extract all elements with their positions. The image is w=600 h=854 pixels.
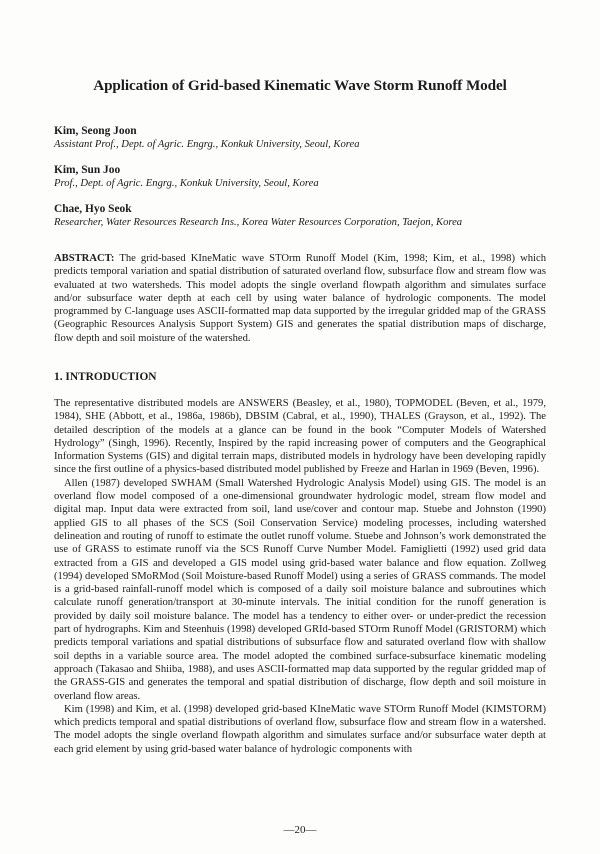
page-number: —20— [283,824,317,836]
abstract-label: ABSTRACT: [54,253,115,264]
paragraph: Kim (1998) and Kim, et al. (1998) developed grid-based KIneMatic wave STOrm Runoff Model (KIMSTORM) which predicts temporal and spatial distributions of overland flow, subsurface flow and stream flow in a watershed. The model adopts the single overland flowpath algorithm and simulates surface and/or subsurface water depth at each grid element by using grid-based water balance of hydrologic components with [54,703,546,755]
paper-title: Application of Grid-based Kinematic Wave Storm Runoff Model [93,77,507,94]
paragraph: Allen (1987) developed SWHAM (Small Watershed Hydrologic Analysis Model) using GIS. The model is an overland flow model composed of a one-dimensional groundwater hydrologic model, stream flow model and digital map. Input data were extracted from soil, land use/cover and contour map. Stuebe and Johnston (1990) applied GIS to all phases of the SCS (Soil Conservation Service) modeling processes, including watershed delineation and routing of runoff to estimate the outlet runoff volume. Stuebe and Johnson’s work demonstrated the use of GRASS to estimate runoff via the SCS Runoff Curve Number Model. Famiglietti (1992) used grid data extracted from a GIS and developed a GIS model using grid-based water balance and flow equation. Zollweg (1994) developed SMoRMod (Soil Moisture-based Runoff Model) using a series of GRASS commands. The model is a grid-based rainfall-runoff model which is composed of a daily soil moisture balance and subroutines which calculate runoff generation/transport at 30-minute intervals. The initial condition for the runoff generation is provided by daily soil moisture balance. The model has a tendency to either over- or under-predict the recession part of hydrographs. Kim and Steenhuis (1998) developed GRId-based STOrm Runoff Model (GRISTORM) which predicts temporal variations and spatial distributions of subsurface flow and saturated overland flow with shallow soil depths in a variable source area. The model adopted the combined surface-subsurface kinematic modeling approach (Takasao and Shiiba, 1988), and uses ASCII-formatted map data supported by the regular gridded map of the GRASS-GIS and generates the temporal and spatial distribution of discharge, flow depth and soil moisture in overland flow areas. [54,477,546,702]
author-name: Kim, Sun Joo [54,164,121,176]
author-affiliation: Assistant Prof., Dept. of Agric. Engrg., Konkuk University, Seoul, Korea [54,139,360,150]
paragraph: The representative distributed models are ANSWERS (Beasley, et al., 1980), TOPMODEL (Beven, et al., 1979, 1984), SHE (Abbott, et al., 1986a, 1986b), DBSIM (Cabral, et al., 1990), THALES (Grayson, et al., 1992). The detailed description of the models at a glance can be found in the book “Computer Models of Watershed Hydrology” (Singh, 1996). Recently, Inspired by the rapid increasing power of computers and the Geographical Information Systems (GIS) and digital terrain maps, distributed models in hydrology have been developing rapidly since the first outline of a physics-based distributed model published by Freeze and Harlan in 1969 (Beven, 1996). [54,398,546,476]
author-block-1 [54,124,546,152]
author-block-2 [54,163,546,191]
author-block-3 [54,202,546,230]
author-affiliation: Prof., Dept. of Agric. Engrg., Konkuk University, Seoul, Korea [54,178,319,189]
author-name: Kim, Seong Joon [54,125,137,137]
section-heading-introduction: 1. INTRODUCTION [54,371,157,383]
abstract-text: The grid-based KIneMatic wave STOrm Runoff Model (Kim, 1998; Kim, et al., 1998) which predicts temporal variation and spatial distribution of saturated overland flow, subsurface flow and stream flow was evaluated at two watersheds. This model adopts the single overland flowpath algorithm and simulates surface and/or subsurface water depth at each cell by using water balance of hydrologic components. The model programmed by C-language uses ASCII-formatted map data supported by the irregular gridded map of the GRASS (Geographic Resources Analysis Support System) GIS and generates the spatial distribution maps of discharge, flow depth and soil moisture of the watershed. [54,253,546,344]
author-affiliation: Researcher, Water Resources Research Ins., Korea Water Resources Corporation, Taejon, Korea [54,217,463,228]
abstract [54,252,546,345]
author-name: Chae, Hyo Seok [54,203,132,215]
introduction-body [54,397,546,756]
